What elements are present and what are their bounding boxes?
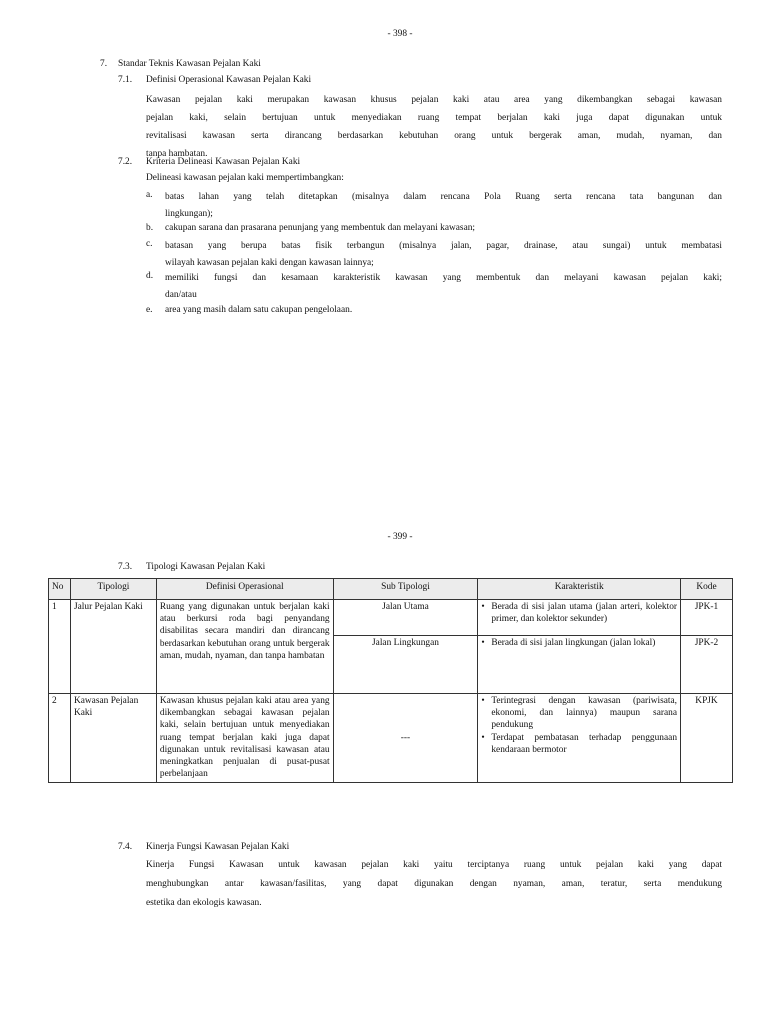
list-item-line: area yang masih dalam satu cakupan pengelolaan. [165,305,353,315]
list-marker: c. [146,239,153,249]
definition-paragraph [146,91,722,163]
column-header: Sub Tipologi [333,579,478,600]
column-header: Definisi Operasional [156,579,333,600]
table-cell-definisi: Ruang yang digunakan untuk berjalan kaki atau berkursi roda bagi penyandang disabilitas secara mandiri dan dirancang berdasarkan kebutuhan orang untuk bergerak aman, mudah, nyaman, dan tanpa hambatan [156,600,333,694]
list-item-line: cakupan sarana dan prasarana penunjang yang membentuk dan melayani kawasan; [165,223,476,233]
list-item-line: lingkungan); [165,208,213,219]
table-cell-kode: JPK-1 [681,600,733,636]
list-marker: a. [146,190,153,200]
performance-paragraph [146,856,722,913]
section-number: 7. [100,59,108,69]
list-item-line: batas lahan yang telah ditetapkan (misalnya dalam rencana Pola Ruang serta rencana tata bangunan dan [165,192,722,202]
list-marker: e. [146,305,153,315]
subsection-title: Kriteria Delineasi Kawasan Pejalan Kaki [146,157,301,167]
bullet-item: • Berada di sisi jalan lingkungan (jalan lokal) [481,637,677,649]
column-header: No [49,579,71,600]
table-cell-kode: KPJK [681,694,733,783]
section-title: Standar Teknis Kawasan Pejalan Kaki [118,59,261,69]
typology-table [48,578,733,783]
page-number: - 398 - [387,29,413,39]
table-cell-karakteristik [478,600,681,636]
table-cell-no: 2 [49,694,71,783]
subsection-number: 7.2. [118,157,133,167]
paragraph-line: menghubungkan antar kawasan/fasilitas, yang dapat digunakan dengan nyaman, aman, teratur, serta mendukung [146,879,722,889]
column-header: Kode [681,579,733,600]
bullet-item: • Terdapat pembatasan terhadap penggunaan kendaraan bermotor [481,732,677,756]
subsection-title: Kinerja Fungsi Kawasan Pejalan Kaki [146,842,290,852]
table-cell-kode: JPK-2 [681,636,733,694]
subsection-number: 7.3. [118,562,133,572]
criteria-intro: Delineasi kawasan pejalan kaki mempertimbangkan: [146,173,344,183]
column-header: Karakteristik [478,579,681,600]
paragraph-line: tanpa hambatan. [146,149,208,159]
column-header: Tipologi [70,579,156,600]
table-cell-no: 1 [49,600,71,694]
table-header-row [49,579,733,600]
table-cell-definisi: Kawasan khusus pejalan kaki atau area yang dikembangkan sebagai kawasan pejalan kaki, selain bertujuan untuk menyediakan ruang tempat berjalan kaki juga dapat digunakan untuk revitalisasi kawasan atau meningkatkan penjualan di pusat-pusat perbelanjaan [156,694,333,783]
table-cell-subtipologi: Jalan Utama [333,600,478,636]
list-item-line: batasan yang berupa batas fisik terbangun (misalnya jalan, pagar, drainase, atau sungai) untuk membatasi [165,241,722,251]
bullet-item: • Berada di sisi jalan utama (jalan arteri, kolektor primer, dan kolektor sekunder) [481,601,677,625]
paragraph-line: estetika dan ekologis kawasan. [146,898,262,908]
paragraph-line: revitalisasi kawasan serta dirancang berdasarkan kebutuhan orang untuk bergerak aman, mudah, nyaman, dan [146,131,722,141]
table-cell-subtipologi: --- [333,694,478,783]
subsection-number: 7.4. [118,842,133,852]
table-cell-tipologi: Kawasan Pejalan Kaki [70,694,156,783]
subsection-title: Definisi Operasional Kawasan Pejalan Kaki [146,75,312,85]
list-marker: d. [146,271,154,281]
subsection-title: Tipologi Kawasan Pejalan Kaki [146,562,266,572]
list-item-line: memiliki fungsi dan kesamaan karakteristik kawasan yang membentuk dan melayani kawasan pejalan kaki; [165,273,722,283]
paragraph-line: pejalan kaki, selain bertujuan untuk menyediakan ruang tempat berjalan kaki juga dapat digunakan untuk [146,113,722,123]
subsection-number: 7.1. [118,75,133,85]
paragraph-line: Kinerja Fungsi Kawasan untuk kawasan pejalan kaki yaitu terciptanya ruang untuk pejalan kaki yang dapat [146,860,722,870]
table-cell-subtipologi: Jalan Lingkungan [333,636,478,694]
table-row [49,600,733,636]
table-row [49,694,733,783]
table-cell-karakteristik [478,636,681,694]
table-cell-tipologi: Jalur Pejalan Kaki [70,600,156,694]
page-number: - 399 - [387,532,413,542]
table-cell-karakteristik [478,694,681,783]
paragraph-line: Kawasan pejalan kaki merupakan kawasan khusus pejalan kaki atau area yang dikembangkan sebagai kawasan [146,95,722,105]
list-marker: b. [146,223,154,233]
list-item-line: dan/atau [165,289,197,300]
bullet-item: • Terintegrasi dengan kawasan (pariwisata, ekonomi, dan lainnya) maupun sarana pendukung [481,695,677,732]
list-item-line: wilayah kawasan pejalan kaki dengan kawasan lainnya; [165,257,374,268]
